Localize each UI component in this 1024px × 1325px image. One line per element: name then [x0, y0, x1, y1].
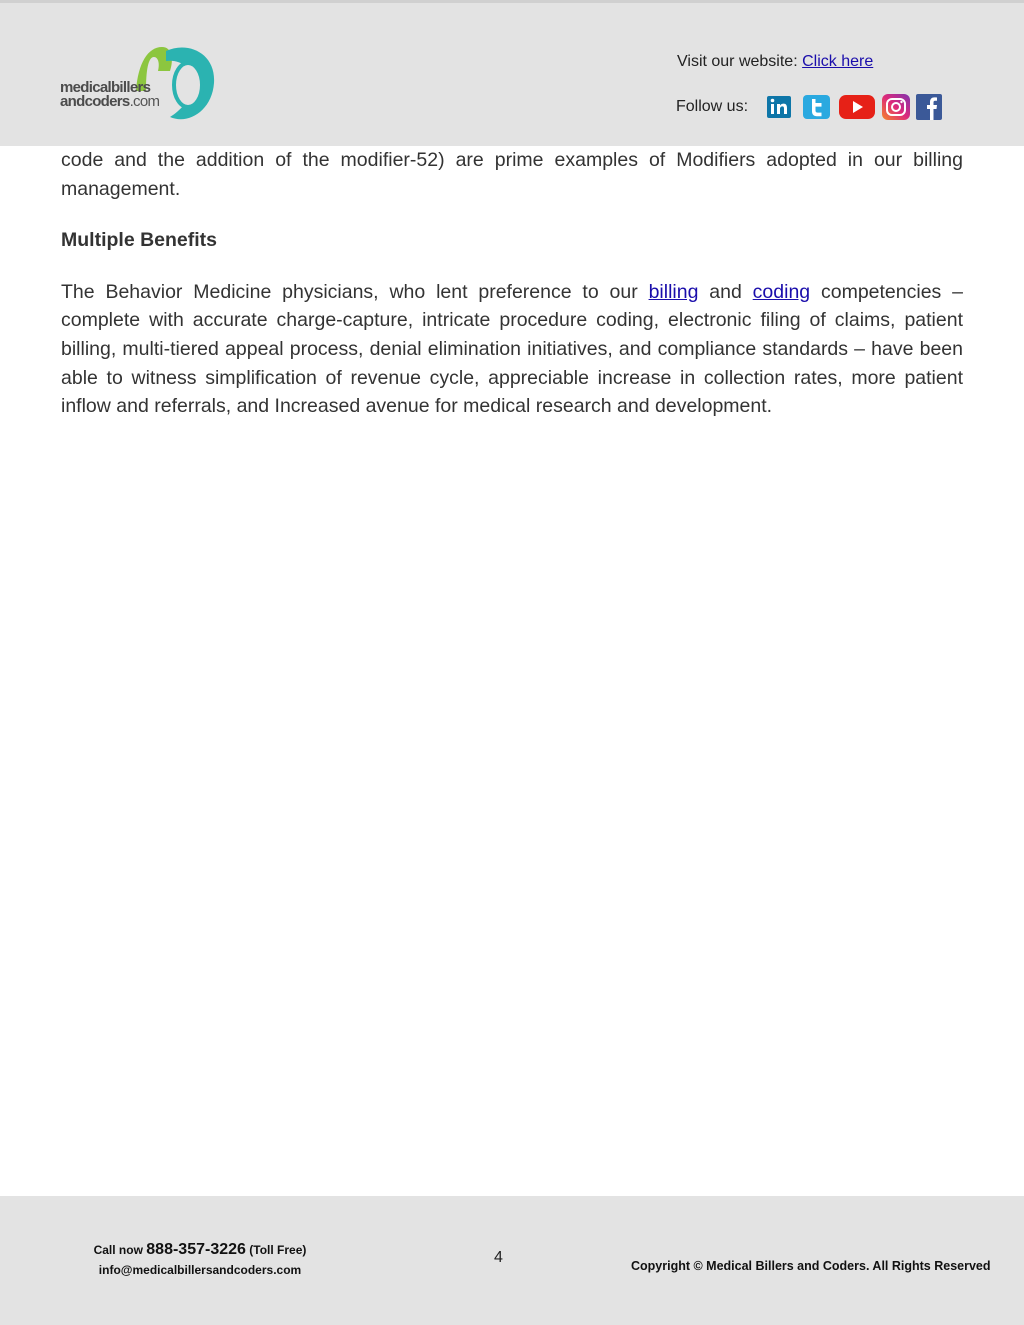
section-heading: Multiple Benefits: [61, 229, 218, 252]
page-footer: [0, 1196, 1024, 1325]
paragraph-benefits: [61, 278, 963, 421]
facebook-link[interactable]: [916, 94, 942, 120]
follow-label: Follow us:: [676, 98, 749, 115]
phone-number[interactable]: 888-357-3226: [146, 1241, 246, 1258]
benefits-text-end: competencies – complete with accurate charge-capture, intricate procedure coding, electronic filing of claims, patient billing, multi-tiered appeal process, denial elimination initiatives, and compliance standards – have been able to witness simplification of revenue cycle, appreciable increase in collection rates, more patient inflow and referrals, and Increased avenue for medical research and development.: [61, 280, 963, 418]
toll-free-label: (Toll Free): [249, 1243, 307, 1257]
logo-line-2: andcoders: [60, 93, 130, 110]
benefits-text-start: The Behavior Medicine physicians, who lent preference to our: [61, 280, 649, 303]
call-prefix: Call now: [93, 1243, 143, 1257]
document-body: [61, 146, 963, 421]
copyright-notice: Copyright © Medical Billers and Coders. All Rights Reserved: [631, 1259, 991, 1273]
twitter-link[interactable]: [803, 94, 830, 120]
visit-label: Visit our website:: [677, 53, 798, 70]
paragraph-modifiers: code and the addition of the modifier-52) are prime examples of Modifiers adopted in our billing management.: [61, 149, 963, 200]
linkedin-icon: [767, 94, 791, 120]
youtube-link[interactable]: [839, 94, 875, 120]
logo-suffix: .com: [129, 93, 160, 110]
page-number: 4: [494, 1249, 503, 1266]
logo-wordmark: [60, 81, 170, 109]
contact-info: [80, 1240, 320, 1280]
logo-line-1: medicalbillers: [60, 79, 151, 96]
billing-link[interactable]: billing: [648, 280, 699, 303]
facebook-icon: [916, 94, 942, 120]
linkedin-link[interactable]: [767, 94, 791, 120]
youtube-icon: [839, 94, 875, 120]
company-logo[interactable]: [58, 41, 218, 123]
visit-website: [677, 53, 873, 71]
instagram-icon: [881, 94, 911, 120]
contact-email[interactable]: info@medicalbillersandcoders.com: [98, 1263, 302, 1277]
coding-link[interactable]: coding: [752, 280, 811, 303]
twitter-icon: [803, 94, 830, 120]
instagram-link[interactable]: [881, 94, 911, 120]
page-header: [0, 0, 1024, 146]
website-link[interactable]: Click here: [802, 53, 874, 70]
benefits-text-middle: and: [698, 280, 753, 303]
